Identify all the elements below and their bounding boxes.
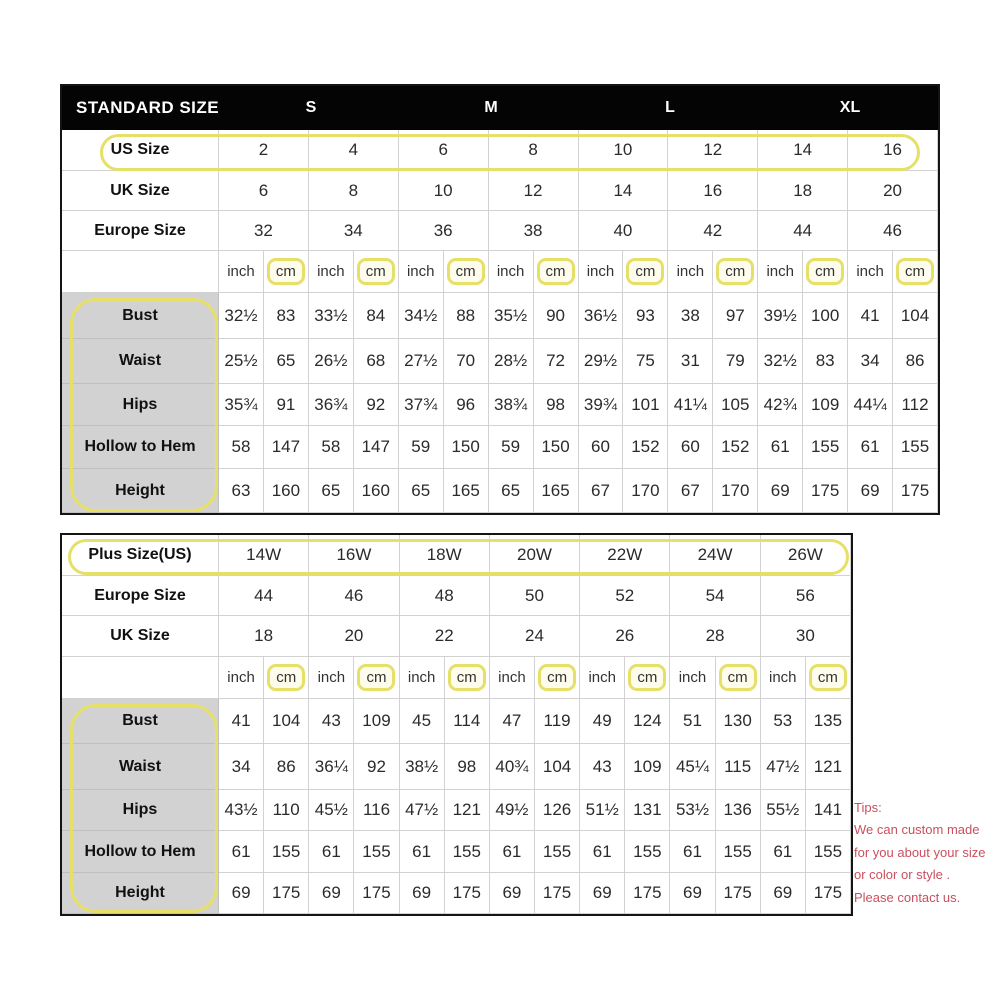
measure-value-cell: 43 — [309, 699, 354, 744]
measure-value-cell: 104 — [535, 744, 580, 790]
unit-cell-inch: inch — [400, 657, 445, 699]
measure-value-cell: 39¾ — [579, 384, 624, 426]
measure-value-cell: 160 — [264, 469, 309, 513]
unit-cell-cm-text: cm — [626, 258, 664, 285]
measure-value-cell: 69 — [761, 873, 806, 914]
measure-value-cell: 36½ — [579, 293, 624, 339]
size-row-label: US Size — [62, 130, 219, 171]
measure-value-cell: 70 — [444, 339, 489, 384]
measure-value-cell: 41¼ — [668, 384, 713, 426]
measure-value-cell: 67 — [579, 469, 624, 513]
measure-value-cell: 28½ — [489, 339, 534, 384]
measure-value-cell: 175 — [354, 873, 399, 914]
measure-value-cell: 175 — [893, 469, 938, 513]
size-value-cell: 6 — [219, 171, 309, 211]
measure-value-cell: 147 — [264, 426, 309, 469]
measure-value-cell: 100 — [803, 293, 848, 339]
measure-value-cell: 150 — [534, 426, 579, 469]
unit-cell-inch: inch — [399, 251, 444, 293]
measure-value-cell: 114 — [445, 699, 490, 744]
measure-value-cell: 69 — [490, 873, 535, 914]
unit-cell-cm — [264, 657, 309, 699]
measure-value-cell: 69 — [580, 873, 625, 914]
measure-value-cell: 36¼ — [309, 744, 354, 790]
measure-value-cell: 175 — [264, 873, 309, 914]
measure-value-cell: 136 — [716, 790, 761, 831]
measure-value-cell: 38¾ — [489, 384, 534, 426]
size-value-cell: 14 — [579, 171, 669, 211]
unit-cell-cm-text: cm — [267, 258, 305, 285]
measure-value-cell: 65 — [309, 469, 354, 513]
measure-value-cell: 124 — [625, 699, 670, 744]
measure-value-cell: 69 — [758, 469, 803, 513]
measure-value-cell: 34 — [219, 744, 264, 790]
size-value-cell: 56 — [761, 576, 851, 616]
unit-cell-cm-text: cm — [448, 664, 486, 691]
unit-cell-inch: inch — [219, 251, 264, 293]
size-value-cell: 10 — [399, 171, 489, 211]
measure-value-cell: 63 — [219, 469, 264, 513]
measure-value-cell: 51 — [670, 699, 715, 744]
measure-value-cell: 37¾ — [399, 384, 444, 426]
measure-value-cell: 155 — [806, 831, 851, 873]
measure-value-cell: 79 — [713, 339, 758, 384]
tips-line-1: We can custom made — [854, 822, 980, 838]
size-value-cell: 52 — [580, 576, 670, 616]
size-value-cell: 18W — [400, 535, 490, 576]
measure-value-cell: 34 — [848, 339, 893, 384]
measure-value-cell: 109 — [803, 384, 848, 426]
unit-cell-cm — [713, 251, 758, 293]
measure-value-cell: 115 — [716, 744, 761, 790]
measure-value-cell: 47½ — [400, 790, 445, 831]
size-value-cell: 42 — [668, 211, 758, 251]
size-value-cell: 26W — [761, 535, 851, 576]
measure-row-label: Height — [62, 873, 219, 914]
size-value-cell: 46 — [848, 211, 938, 251]
measure-value-cell: 65 — [264, 339, 309, 384]
measure-value-cell: 155 — [354, 831, 399, 873]
unit-cell-inch: inch — [309, 251, 354, 293]
measure-value-cell: 155 — [893, 426, 938, 469]
measure-value-cell: 41 — [848, 293, 893, 339]
measure-value-cell: 38 — [668, 293, 713, 339]
size-value-cell: 16 — [848, 130, 938, 171]
measure-value-cell: 90 — [534, 293, 579, 339]
measure-value-cell: 69 — [848, 469, 893, 513]
size-group-circle-xl: XL — [839, 99, 861, 116]
measure-value-cell: 110 — [264, 790, 309, 831]
unit-cell-cm — [716, 657, 761, 699]
size-row-label: Europe Size — [62, 576, 219, 616]
measure-value-cell: 33½ — [309, 293, 354, 339]
measure-value-cell: 25½ — [219, 339, 264, 384]
measure-value-cell: 43 — [580, 744, 625, 790]
size-value-cell: 34 — [309, 211, 399, 251]
measure-value-cell: 61 — [219, 831, 264, 873]
size-value-cell: 18 — [219, 616, 309, 657]
measure-value-cell: 112 — [893, 384, 938, 426]
measure-value-cell: 60 — [579, 426, 624, 469]
unit-cell-inch: inch — [309, 657, 354, 699]
measure-value-cell: 27½ — [399, 339, 444, 384]
size-row-label: Europe Size — [62, 211, 219, 251]
size-value-cell: 44 — [219, 576, 309, 616]
size-value-cell: 20 — [848, 171, 938, 211]
measure-value-cell: 131 — [625, 790, 670, 831]
measure-row-label: Height — [62, 469, 219, 513]
size-row-label: UK Size — [62, 171, 219, 211]
measure-value-cell: 155 — [716, 831, 761, 873]
plus-size-grid — [62, 535, 851, 914]
measure-value-cell: 26½ — [309, 339, 354, 384]
measure-value-cell: 170 — [713, 469, 758, 513]
size-value-cell: 22 — [400, 616, 490, 657]
measure-value-cell: 61 — [400, 831, 445, 873]
size-value-cell: 44 — [758, 211, 848, 251]
measure-value-cell: 31 — [668, 339, 713, 384]
unit-cell-cm-text: cm — [537, 258, 575, 285]
size-value-cell: 48 — [400, 576, 490, 616]
measure-value-cell: 175 — [806, 873, 851, 914]
measure-value-cell: 47 — [490, 699, 535, 744]
unit-cell-cm-text: cm — [809, 664, 847, 691]
unit-cell-cm — [534, 251, 579, 293]
size-value-cell: 38 — [489, 211, 579, 251]
unit-cell-inch: inch — [580, 657, 625, 699]
measure-value-cell: 45 — [400, 699, 445, 744]
unit-cell-inch: inch — [761, 657, 806, 699]
measure-value-cell: 121 — [445, 790, 490, 831]
measure-row-label: Waist — [62, 744, 219, 790]
size-value-cell: 12 — [668, 130, 758, 171]
unit-cell-inch: inch — [848, 251, 893, 293]
measure-value-cell: 104 — [264, 699, 309, 744]
measure-value-cell: 61 — [848, 426, 893, 469]
size-value-cell: 40 — [579, 211, 669, 251]
measure-value-cell: 41 — [219, 699, 264, 744]
measure-value-cell: 61 — [758, 426, 803, 469]
size-value-cell: 12 — [489, 171, 579, 211]
measure-value-cell: 119 — [535, 699, 580, 744]
unit-cell-inch: inch — [579, 251, 624, 293]
size-value-cell: 36 — [399, 211, 489, 251]
measure-value-cell: 165 — [444, 469, 489, 513]
measure-value-cell: 155 — [264, 831, 309, 873]
measure-value-cell: 59 — [399, 426, 444, 469]
measure-value-cell: 155 — [535, 831, 580, 873]
measure-value-cell: 32½ — [219, 293, 264, 339]
size-value-cell: 10 — [579, 130, 669, 171]
size-row-label: UK Size — [62, 616, 219, 657]
unit-cell-cm-text: cm — [357, 664, 395, 691]
measure-value-cell: 175 — [535, 873, 580, 914]
unit-cell-cm — [445, 657, 490, 699]
plus-size-table — [60, 533, 853, 916]
measure-value-cell: 61 — [309, 831, 354, 873]
tips-line-4: Please contact us. — [854, 889, 961, 905]
measure-value-cell: 42¾ — [758, 384, 803, 426]
size-value-cell: 14 — [758, 130, 848, 171]
unit-cell-cm — [806, 657, 851, 699]
measure-value-cell: 97 — [713, 293, 758, 339]
tips-title: Tips: — [854, 800, 882, 815]
measure-value-cell: 72 — [534, 339, 579, 384]
measure-row-label: Hollow to Hem — [62, 831, 219, 873]
measure-row-label: Hips — [62, 790, 219, 831]
measure-value-cell: 58 — [219, 426, 264, 469]
measure-value-cell: 39½ — [758, 293, 803, 339]
unit-cell-cm — [893, 251, 938, 293]
size-group-circle-s: S — [305, 99, 317, 116]
standard-size-title: STANDARD SIZE — [76, 98, 220, 117]
size-value-cell: 20W — [490, 535, 580, 576]
unit-cell-inch: inch — [219, 657, 264, 699]
measure-row-label: Hollow to Hem — [62, 426, 219, 469]
size-value-cell: 46 — [309, 576, 399, 616]
size-value-cell: 30 — [761, 616, 851, 657]
size-value-cell: 16 — [668, 171, 758, 211]
size-group-circle-l: L — [665, 99, 675, 116]
measure-value-cell: 35½ — [489, 293, 534, 339]
measure-value-cell: 86 — [893, 339, 938, 384]
measure-value-cell: 155 — [445, 831, 490, 873]
size-value-cell: 8 — [309, 171, 399, 211]
size-value-cell: 50 — [490, 576, 580, 616]
size-value-cell: 6 — [399, 130, 489, 171]
measure-value-cell: 53½ — [670, 790, 715, 831]
measure-value-cell: 47½ — [761, 744, 806, 790]
standard-size-table — [60, 84, 940, 515]
measure-value-cell: 91 — [264, 384, 309, 426]
measure-value-cell: 126 — [535, 790, 580, 831]
measure-value-cell: 155 — [803, 426, 848, 469]
size-value-cell: 16W — [309, 535, 399, 576]
measure-value-cell: 32½ — [758, 339, 803, 384]
measure-value-cell: 69 — [670, 873, 715, 914]
measure-value-cell: 59 — [489, 426, 534, 469]
measure-value-cell: 83 — [803, 339, 848, 384]
size-value-cell: 24W — [670, 535, 760, 576]
unit-cell-cm — [354, 657, 399, 699]
measure-value-cell: 160 — [354, 469, 399, 513]
size-value-cell: 24 — [490, 616, 580, 657]
measure-value-cell: 55½ — [761, 790, 806, 831]
measure-value-cell: 49 — [580, 699, 625, 744]
measure-value-cell: 93 — [623, 293, 668, 339]
measure-value-cell: 61 — [580, 831, 625, 873]
measure-value-cell: 147 — [354, 426, 399, 469]
unit-cell-cm-text: cm — [628, 664, 666, 691]
size-value-cell: 20 — [309, 616, 399, 657]
size-value-cell: 26 — [580, 616, 670, 657]
measure-value-cell: 36¾ — [309, 384, 354, 426]
standard-size-grid — [62, 130, 938, 513]
unit-cell-cm — [803, 251, 848, 293]
measure-value-cell: 175 — [625, 873, 670, 914]
measure-value-cell: 92 — [354, 384, 399, 426]
unit-cell-inch: inch — [668, 251, 713, 293]
measure-value-cell: 92 — [354, 744, 399, 790]
measure-value-cell: 65 — [399, 469, 444, 513]
measure-value-cell: 67 — [668, 469, 713, 513]
measure-value-cell: 130 — [716, 699, 761, 744]
tips-line-3: or color or style . — [854, 867, 951, 883]
measure-value-cell: 35¾ — [219, 384, 264, 426]
measure-value-cell: 75 — [623, 339, 668, 384]
measure-value-cell: 135 — [806, 699, 851, 744]
unit-cell-inch: inch — [758, 251, 803, 293]
measure-value-cell: 141 — [806, 790, 851, 831]
unit-cell-cm-text: cm — [267, 664, 305, 691]
measure-value-cell: 101 — [623, 384, 668, 426]
measure-value-cell: 61 — [761, 831, 806, 873]
measure-value-cell: 29½ — [579, 339, 624, 384]
measure-value-cell: 86 — [264, 744, 309, 790]
unit-row-label-empty — [62, 251, 219, 293]
size-value-cell: 14W — [219, 535, 309, 576]
measure-value-cell: 43½ — [219, 790, 264, 831]
unit-cell-cm — [625, 657, 670, 699]
measure-row-label: Waist — [62, 339, 219, 384]
measure-value-cell: 150 — [444, 426, 489, 469]
measure-value-cell: 44¼ — [848, 384, 893, 426]
measure-value-cell: 58 — [309, 426, 354, 469]
measure-row-label: Bust — [62, 699, 219, 744]
unit-cell-cm-text: cm — [447, 258, 485, 285]
size-value-cell: 2 — [219, 130, 309, 171]
measure-value-cell: 45½ — [309, 790, 354, 831]
unit-cell-cm — [444, 251, 489, 293]
unit-cell-cm — [354, 251, 399, 293]
measure-row-label: Hips — [62, 384, 219, 426]
unit-cell-cm-text: cm — [357, 258, 395, 285]
measure-value-cell: 60 — [668, 426, 713, 469]
measure-value-cell: 88 — [444, 293, 489, 339]
standard-size-header — [62, 86, 938, 130]
measure-value-cell: 84 — [354, 293, 399, 339]
measure-value-cell: 121 — [806, 744, 851, 790]
size-value-cell: 28 — [670, 616, 760, 657]
unit-cell-cm-text: cm — [538, 664, 576, 691]
measure-value-cell: 34½ — [399, 293, 444, 339]
measure-value-cell: 170 — [623, 469, 668, 513]
size-value-cell: 32 — [219, 211, 309, 251]
measure-value-cell: 104 — [893, 293, 938, 339]
size-row-label: Plus Size(US) — [62, 535, 219, 576]
measure-value-cell: 109 — [625, 744, 670, 790]
measure-value-cell: 105 — [713, 384, 758, 426]
measure-value-cell: 45¼ — [670, 744, 715, 790]
measure-value-cell: 69 — [400, 873, 445, 914]
measure-value-cell: 53 — [761, 699, 806, 744]
unit-cell-cm-text: cm — [716, 258, 754, 285]
measure-value-cell: 152 — [623, 426, 668, 469]
size-value-cell: 8 — [489, 130, 579, 171]
measure-value-cell: 49½ — [490, 790, 535, 831]
unit-cell-cm-text: cm — [719, 664, 757, 691]
size-value-cell: 54 — [670, 576, 760, 616]
measure-value-cell: 69 — [219, 873, 264, 914]
measure-value-cell: 109 — [354, 699, 399, 744]
unit-cell-inch: inch — [670, 657, 715, 699]
unit-cell-cm-text: cm — [896, 258, 934, 285]
measure-value-cell: 61 — [490, 831, 535, 873]
unit-cell-cm — [264, 251, 309, 293]
size-value-cell: 4 — [309, 130, 399, 171]
measure-value-cell: 152 — [713, 426, 758, 469]
tips-note — [854, 797, 1000, 909]
size-group-circle-m: M — [484, 99, 498, 116]
measure-value-cell: 38½ — [400, 744, 445, 790]
unit-cell-cm — [623, 251, 668, 293]
measure-value-cell: 65 — [489, 469, 534, 513]
measure-value-cell: 40¾ — [490, 744, 535, 790]
measure-value-cell: 83 — [264, 293, 309, 339]
size-value-cell: 22W — [580, 535, 670, 576]
measure-value-cell: 51½ — [580, 790, 625, 831]
measure-value-cell: 98 — [445, 744, 490, 790]
measure-value-cell: 68 — [354, 339, 399, 384]
measure-value-cell: 116 — [354, 790, 399, 831]
size-value-cell: 18 — [758, 171, 848, 211]
unit-cell-inch: inch — [490, 657, 535, 699]
measure-value-cell: 175 — [445, 873, 490, 914]
unit-row-label-empty — [62, 657, 219, 699]
measure-value-cell: 175 — [803, 469, 848, 513]
measure-value-cell: 175 — [716, 873, 761, 914]
measure-row-label: Bust — [62, 293, 219, 339]
tips-line-2: for you about your size — [854, 844, 986, 860]
measure-value-cell: 98 — [534, 384, 579, 426]
unit-cell-cm-text: cm — [806, 258, 844, 285]
unit-cell-inch: inch — [489, 251, 534, 293]
measure-value-cell: 165 — [534, 469, 579, 513]
unit-cell-cm — [535, 657, 580, 699]
measure-value-cell: 61 — [670, 831, 715, 873]
measure-value-cell: 96 — [444, 384, 489, 426]
measure-value-cell: 69 — [309, 873, 354, 914]
measure-value-cell: 155 — [625, 831, 670, 873]
